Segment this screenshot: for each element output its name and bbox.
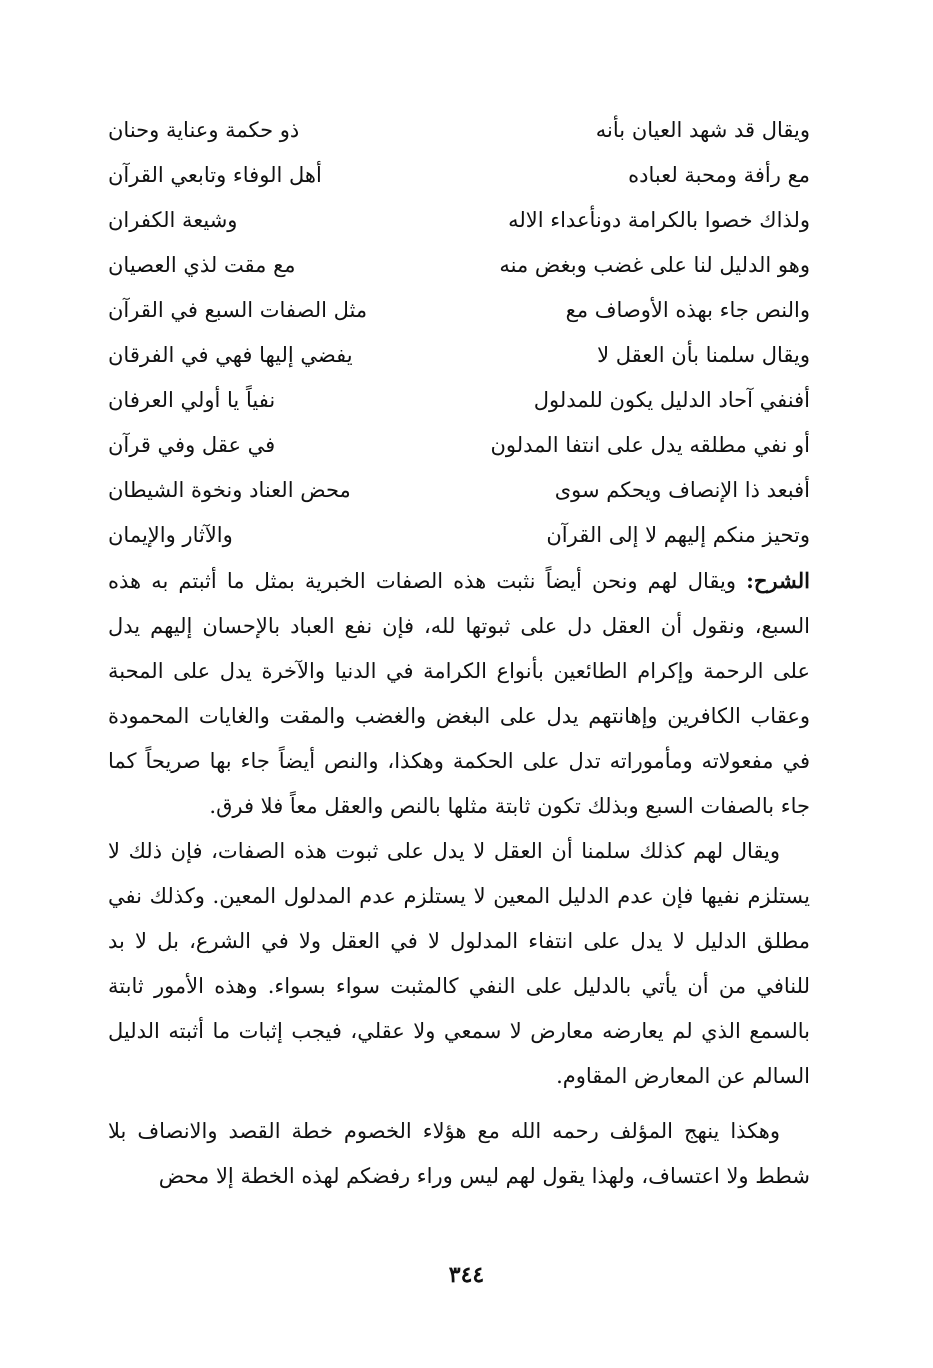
verse-first-hemistich: مع رأفة ومحبة لعباده: [628, 163, 810, 187]
verse-second-hemistich: نفياً يا أولي العرفان: [108, 388, 276, 412]
verse-first-hemistich: ويقال سلمنا بأن العقل لا: [597, 343, 810, 367]
verse-first-hemistich: أفنفي آحاد الدليل يكون للمدلول: [533, 388, 810, 412]
verse-first-hemistich: ويقال قد شهد العيان بأنه: [595, 118, 810, 142]
page-number: ٣٤٤: [448, 1262, 485, 1288]
verse-second-hemistich: أهل الوفاء وتابعي القرآن: [108, 163, 322, 187]
commentary-paragraph: [108, 558, 810, 829]
verse-line: [108, 513, 810, 558]
commentary-label: الشرح:: [746, 568, 810, 593]
verse-second-hemistich: محض العناد ونخوة الشيطان: [108, 478, 351, 502]
verse-line: [108, 198, 810, 243]
verse-first-hemistich: وتحيز منكم إليهم لا إلى القرآن: [546, 523, 810, 547]
verse-line: [108, 333, 810, 378]
commentary-paragraph: ويقال لهم كذلك سلمنا أن العقل لا يدل على ثبوت هذه الصفات، فإن ذلك لا يستلزم نفيها فإن عدم الدليل المعين لا يستلزم عدم المدلول المعين. وكذلك نفي مطلق الدليل لا يدل على انتفاء المدلول لا في العقل ولا في الشرع، بل لا بد للنافي من أن يأتي بالدليل على النفي كالمثبت سواء بسواء. وهذه الأمور ثابتة بالسمع الذي لم يعارضه معارض لا سمعي ولا عقلي، فيجب إثبات ما أثبته الدليل السالم عن المعارض المقاوم.: [108, 839, 810, 1088]
verse-line: [108, 288, 810, 333]
verse-first-hemistich: أفبعد ذا الإنصاف ويحكم سوى: [554, 478, 810, 502]
verse-first-hemistich: أو نفي مطلقه يدل على انتفا المدلون: [490, 433, 810, 457]
verse-second-hemistich: ذو حكمة وعناية وحنان: [108, 118, 300, 142]
commentary-paragraph: وهكذا ينهج المؤلف رحمه الله مع هؤلاء الخصوم خطة القصد والانصاف بلا شطط ولا اعتساف، ولهذا يقول لهم ليس وراء رفضكم لهذه الخطة إلا محض: [108, 1119, 810, 1188]
verse-second-hemistich: وشيعة الكفران: [108, 208, 238, 232]
verse-line: [108, 243, 810, 288]
verse-line: [108, 378, 810, 423]
verse-first-hemistich: ولذاك خصوا بالكرامة دونأعداء الاله: [508, 208, 810, 232]
verse-second-hemistich: مثل الصفات السبع في القرآن: [108, 298, 368, 322]
page-content: [108, 108, 810, 1199]
commentary-text: ويقال لهم ونحن أيضاً نثبت هذه الصفات الخبرية بمثل ما أثبتم به هذه السبع، ونقول أن العقل دل على ثبوتها لله، فإن نفع العباد بالإحسان إليهم يدل على الرحمة وإكرام الطائعين بأنواع الكرامة في الدنيا والآخرة يدل على المحبة وعقاب الكافرين وإهانتهم يدل على البغض والغضب والمقت والغايات المحمودة في مفعولاته ومأموراته تدل على الحكمة وهكذا، والنص أيضاً جاء بها صريحاً كما جاء بالصفات السبع وبذلك تكون ثابتة مثلها بالنص والعقل معاً فلا فرق.: [108, 569, 810, 818]
verse-line: [108, 468, 810, 513]
verse-line: [108, 153, 810, 198]
verse-line: [108, 423, 810, 468]
verse-first-hemistich: والنص جاء بهذه الأوصاف مع: [565, 298, 810, 322]
verse-second-hemistich: في عقل وفي قرآن: [108, 433, 276, 457]
verse-second-hemistich: والآثار والإيمان: [108, 523, 233, 547]
verse-second-hemistich: يفضي إليها فهي في الفرقان: [108, 343, 353, 367]
verse-line: [108, 108, 810, 153]
verse-first-hemistich: وهو الدليل لنا على غضب وبغض منه: [499, 253, 810, 277]
verse-second-hemistich: مع مقت لذي العصيان: [108, 253, 296, 277]
poem-verses: [108, 108, 810, 558]
